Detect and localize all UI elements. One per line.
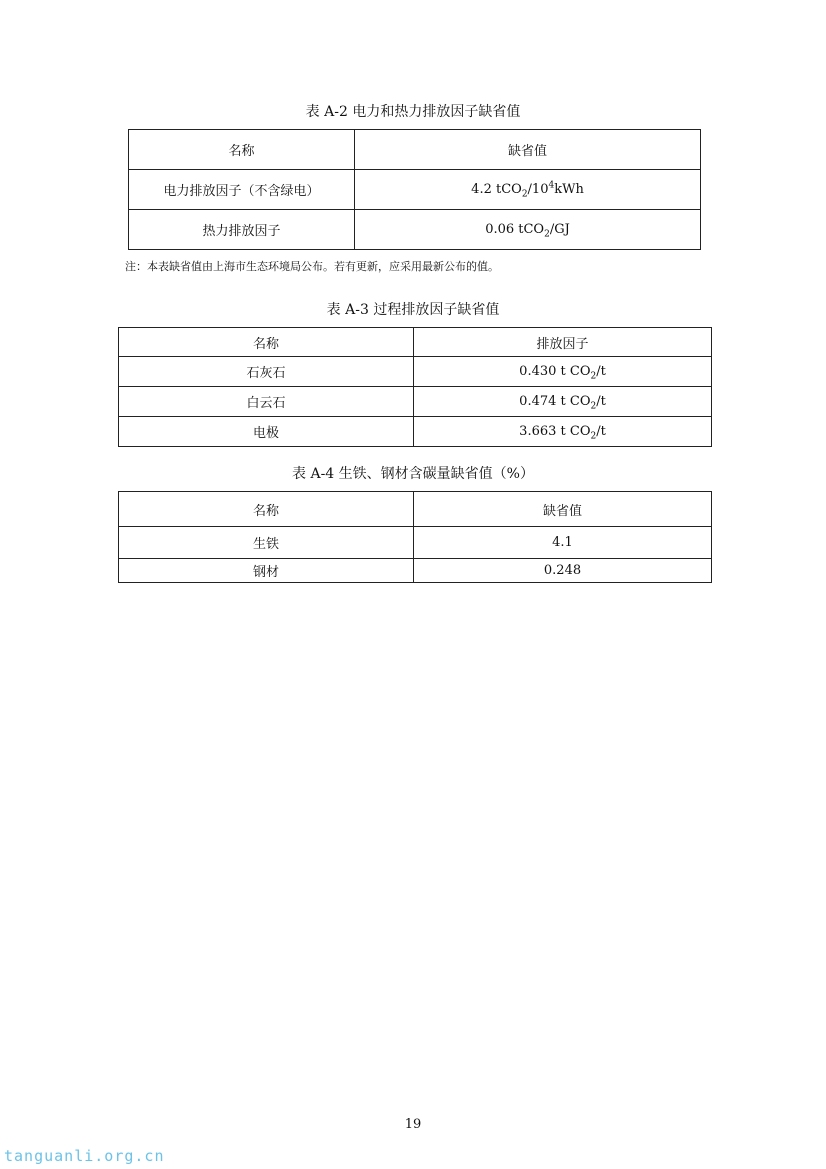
column-header-factor: 排放因子: [414, 328, 712, 357]
table-a2-caption: 表 A-2 电力和热力排放因子缺省值: [305, 104, 521, 120]
table-a4-caption: 表 A-4 生铁、钢材含碳量缺省值（%）: [292, 466, 534, 482]
column-header-default: 缺省值: [355, 130, 701, 170]
row-name: 白云石: [119, 387, 414, 417]
row-value: 4.1: [414, 527, 712, 559]
table-header-row: [129, 130, 701, 170]
table-a3-caption: 表 A-3 过程排放因子缺省值: [326, 302, 500, 318]
column-header-name: 名称: [119, 492, 414, 527]
row-name: 电极: [119, 417, 414, 447]
row-name: 石灰石: [119, 357, 414, 387]
column-header-name: 名称: [129, 130, 355, 170]
row-value: 4.2 $tCO_2/10^4kWh$: [355, 170, 701, 210]
column-header-name: 名称: [119, 328, 414, 357]
table-row: [129, 210, 701, 250]
table-a2-note: 注：本表缺省值由上海市生态环境局公布。若有更新，应采用最新公布的值。: [125, 260, 499, 273]
row-value: 3.663 t $CO_2/t$: [414, 417, 712, 447]
table-row: [119, 357, 712, 387]
table-row: [129, 170, 701, 210]
table-header-row: [119, 492, 712, 527]
row-value: 0.430 t $CO_2/t$: [414, 357, 712, 387]
row-name: 生铁: [119, 527, 414, 559]
row-value: 0.06 tCO$_2$/GJ: [355, 210, 701, 250]
table-row: [119, 387, 712, 417]
watermark: tanguanli.org.cn: [4, 1147, 165, 1165]
table-row: [119, 417, 712, 447]
table-header-row: [119, 328, 712, 357]
table-row: [119, 527, 712, 559]
table-a2: [128, 129, 701, 250]
row-value: 0.248: [414, 559, 712, 583]
table-a4: [118, 491, 712, 583]
table-a3: [118, 327, 712, 447]
row-name: 热力排放因子: [129, 210, 355, 250]
table-row: [119, 559, 712, 583]
column-header-default: 缺省值: [414, 492, 712, 527]
row-value: 0.474 t $CO_2/t$: [414, 387, 712, 417]
row-name: 钢材: [119, 559, 414, 583]
page-number: 19: [404, 1117, 422, 1132]
row-name: 电力排放因子（不含绿电）: [129, 170, 355, 210]
